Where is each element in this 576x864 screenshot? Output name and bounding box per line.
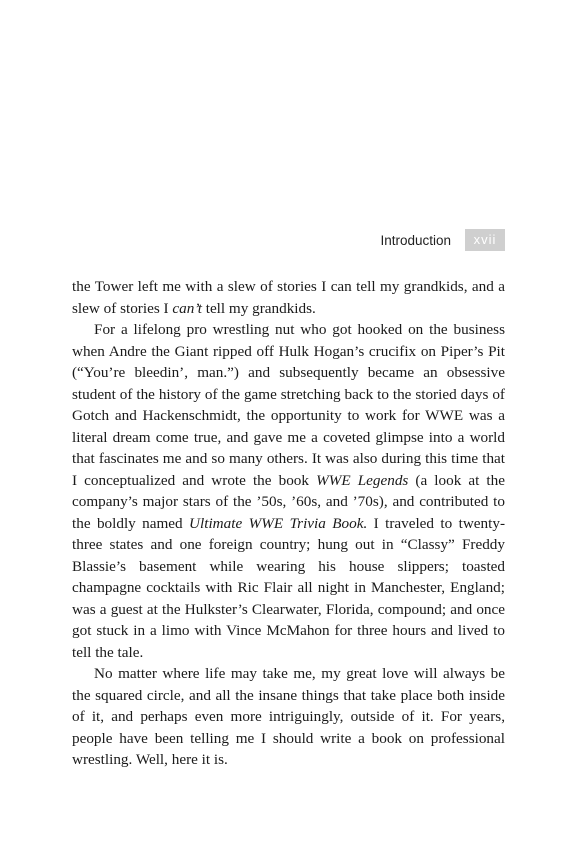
paragraph-3 bbox=[72, 663, 505, 771]
paragraph-1-segment-2: can’t bbox=[172, 299, 202, 317]
paragraph-2-segment-3: (a look at the company’s major stars of the ’50s, ’60s, and ’70s), and contributed to the boldly named bbox=[72, 471, 505, 532]
paragraph-2-segment-5: I traveled to twenty-three states and one foreign country; hung out in “Classy” Freddy Blassie’s basement while wearing his house slippers; toasted champagne cocktails with Ric Flair all night in Manchester, England; was a guest at the Hulkster’s Clearwater, Florida, compound; and once got stuck in a limo with Vince McMahon for three hours and lived to tell the tale. bbox=[72, 514, 506, 661]
paragraph-1 bbox=[72, 276, 505, 319]
paragraph-2-segment-1: For a lifelong pro wrestling nut who got hooked on the business when Andre the Giant ripped off Hulk Hogan’s crucifix on Piper’s Pit (“You’re bleedin’, man.”) and subsequently became an obsessive student of the history of the game stretching back to the storied days of Gotch and Hackenschmidt, the opportunity to work for WWE was a literal dream come true, and gave me a coveted glimpse into a world that fascinates me and so many others. It was also during this time that I conceptualized and wrote the book bbox=[72, 321, 505, 489]
running-head bbox=[300, 229, 505, 251]
paragraph-2-segment-4: Ultimate WWE Trivia Book. bbox=[189, 514, 368, 532]
page-number: xvii bbox=[465, 229, 505, 251]
paragraph-1-segment-1: the Tower left me with a slew of stories I can tell my grandkids, and a slew of stories I bbox=[72, 278, 505, 317]
paragraph-2 bbox=[72, 319, 505, 663]
paragraph-2-segment-2: WWE Legends bbox=[316, 471, 409, 489]
paragraph-3-segment-1: No matter where life may take me, my great love will always be the squared circle, and all the insane things that take place both inside of it, and perhaps even more intriguingly, outside of it. For years, people have been telling me I should write a book on professional wrestling. Well, here it is. bbox=[72, 665, 505, 768]
body-text bbox=[72, 276, 505, 771]
section-title: Introduction bbox=[380, 232, 451, 248]
paragraph-1-segment-3: tell my grandkids. bbox=[201, 299, 316, 317]
